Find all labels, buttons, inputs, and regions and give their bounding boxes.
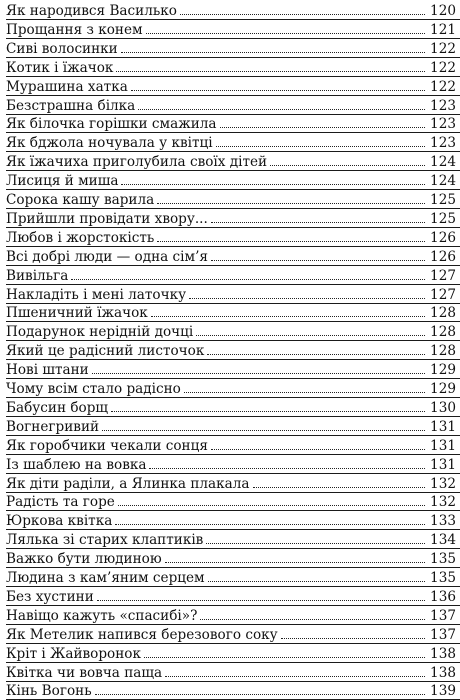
toc-entry-title: Накладіть і мені латочку (6, 286, 187, 303)
dot-leader (281, 637, 425, 639)
toc-entry-page-number: 128 (430, 305, 456, 322)
dot-leader (211, 221, 425, 223)
toc-entry-page-number: 131 (430, 456, 456, 473)
dot-leader (211, 448, 425, 450)
toc-entry-page-number: 125 (430, 192, 456, 208)
toc-entry-title: Як народився Василько (6, 3, 177, 19)
toc-entry (6, 455, 460, 474)
dot-leader (95, 693, 425, 695)
toc-entry (6, 96, 460, 115)
toc-entry-page-number: 126 (430, 229, 456, 246)
toc-entry-page-number: 123 (430, 135, 456, 152)
toc-entry (6, 549, 460, 568)
toc-entry-page-number: 120 (430, 3, 456, 19)
toc-entry-title: Прийшли провідати хвору... (6, 210, 208, 227)
toc-entry-title: Із шаблею на вовка (6, 456, 147, 473)
toc-entry-title: Квітка чи вовча паща (6, 664, 163, 681)
toc-entry (6, 360, 460, 379)
toc-entry-title: Як діти раділи, а Ялинка плакала (6, 475, 250, 492)
dot-leader (165, 561, 425, 563)
toc-entry-title: Кінь Вогонь (6, 683, 92, 700)
toc-entry-page-number: 131 (430, 418, 456, 435)
toc-entry (6, 530, 460, 549)
toc-entry-title: Любов і жорстокість (6, 229, 155, 246)
toc-entry (6, 417, 460, 436)
toc-entry-title: Сиві волосинки (6, 40, 118, 57)
toc-entry-page-number: 124 (430, 154, 456, 171)
toc-entry-title: Як горобчики чекали сонця (6, 437, 208, 454)
toc-entry-title: Нові штани (6, 362, 89, 379)
toc-entry (6, 379, 460, 398)
dot-leader (270, 164, 425, 166)
toc-entry-page-number: 126 (430, 248, 456, 265)
toc-entry (6, 663, 460, 682)
toc-entry-page-number: 133 (430, 513, 456, 530)
toc-entry (6, 625, 460, 644)
toc-entry (6, 209, 460, 228)
toc-entry (6, 681, 460, 700)
toc-entry-title: Який це радісний листочок (6, 343, 205, 360)
toc-entry-title: Без хустини (6, 588, 94, 605)
dot-leader (157, 202, 425, 204)
toc-entry-title: Прощання з конем (6, 21, 143, 38)
toc-entry-title: Лялька зі старих клаптиків (6, 532, 204, 549)
toc-entry-title: Юркова квітка (6, 513, 113, 530)
toc-entry-title: Безстрашна білка (6, 97, 136, 114)
toc-entry (6, 77, 460, 96)
toc-entry-page-number: 129 (430, 381, 456, 397)
dot-leader (253, 486, 426, 488)
toc-entry-page-number: 138 (430, 645, 456, 662)
toc-entry-page-number: 132 (430, 475, 456, 492)
toc-entry-page-number: 137 (430, 626, 456, 643)
dot-leader (151, 315, 425, 317)
toc-entry-page-number: 122 (430, 59, 456, 76)
dot-leader (220, 126, 425, 128)
toc-entry (6, 436, 460, 455)
toc-entry (6, 322, 460, 341)
dot-leader (121, 183, 425, 185)
toc-entry-page-number: 127 (430, 286, 456, 303)
toc-entry-title: Важко бути людиною (6, 551, 162, 568)
toc-entry-page-number: 135 (430, 570, 456, 586)
dot-leader (111, 410, 425, 412)
dot-leader (97, 599, 425, 601)
toc-entry-page-number: 138 (430, 664, 456, 681)
dot-leader (211, 259, 425, 261)
toc-entry (6, 247, 460, 266)
toc-entry-title: Мурашина хатка (6, 78, 128, 95)
toc-entry (6, 398, 460, 417)
toc-entry (6, 492, 460, 511)
dot-leader (216, 145, 425, 147)
toc-entry (6, 644, 460, 663)
toc-entry-page-number: 131 (430, 437, 456, 454)
toc-entry-page-number: 123 (430, 97, 456, 114)
dot-leader (189, 297, 425, 299)
dot-leader (180, 13, 425, 15)
dot-leader (207, 353, 425, 355)
toc-entry (6, 266, 460, 285)
toc-entry-title: Кріт і Жайворонок (6, 645, 141, 662)
dot-leader (146, 32, 425, 34)
toc-entry-title: Як білочка горішки смажила (6, 116, 217, 133)
toc-entry-title: Чому всім стало радісно (6, 381, 181, 397)
toc-entry-page-number: 139 (430, 683, 456, 700)
dot-leader (138, 108, 425, 110)
toc-entry-page-number: 132 (430, 494, 456, 511)
toc-entry-title: Як Метелик напився березового соку (6, 626, 278, 643)
toc-entry (6, 190, 460, 209)
dot-leader (206, 542, 425, 544)
toc-entry (6, 568, 460, 587)
toc-entry (6, 228, 460, 247)
toc-entry-title: Людина з кам’яним серцем (6, 570, 205, 586)
toc-entry-title: Як бджола ночувала у квітці (6, 135, 213, 152)
toc-entry-page-number: 122 (430, 78, 456, 95)
toc-entry-title: Подарунок нерідній дочці (6, 324, 194, 341)
dot-leader (118, 504, 425, 506)
toc-entry-page-number: 137 (430, 607, 456, 624)
toc-entry (6, 341, 460, 360)
toc-entry-page-number: 123 (430, 116, 456, 133)
dot-leader (131, 89, 425, 91)
toc-entry-title: Навіщо кажуть «спасибі»? (6, 607, 198, 624)
dot-leader (165, 675, 425, 677)
dot-leader (115, 523, 425, 525)
toc-entry-title: Вогнегривий (6, 418, 100, 435)
toc-entry (6, 587, 460, 606)
dot-leader (116, 70, 425, 72)
dot-leader (149, 467, 425, 469)
toc-entry (6, 303, 460, 322)
toc-entry-page-number: 127 (430, 267, 456, 284)
toc-entry-title: Пшеничний їжачок (6, 305, 148, 322)
toc-entry (6, 20, 460, 39)
toc-entry (6, 114, 460, 133)
toc-entry-page-number: 134 (430, 532, 456, 549)
toc-entry (6, 58, 460, 77)
toc-entry (6, 474, 460, 493)
toc-entry (6, 133, 460, 152)
toc-entry-page-number: 121 (430, 21, 456, 38)
toc-entry (6, 606, 460, 625)
toc-entry (6, 511, 460, 530)
toc-entry (6, 1, 460, 20)
toc-entry-title: Сорока кашу варила (6, 192, 155, 208)
toc-entry-title: Радість та горе (6, 494, 115, 511)
dot-leader (102, 429, 425, 431)
dot-leader (121, 51, 425, 53)
dot-leader (157, 240, 425, 242)
toc-entry-page-number: 130 (430, 399, 456, 416)
toc-entry-page-number: 135 (430, 551, 456, 568)
toc-entry-page-number: 124 (430, 173, 456, 190)
toc-entry-title: Котик і їжачок (6, 59, 114, 76)
toc-entry-page-number: 128 (430, 343, 456, 360)
toc-entry-title: Як їжачиха приголубила своїх дітей (6, 154, 268, 171)
dot-leader (184, 391, 425, 393)
toc-entry-title: Всі добрі люди — одна сім’я (6, 248, 208, 265)
toc-entry-page-number: 136 (430, 588, 456, 605)
toc-entry-page-number: 128 (430, 324, 456, 341)
toc-entry (6, 285, 460, 304)
dot-leader (92, 372, 425, 374)
toc-entry-title: Бабусин борщ (6, 399, 109, 416)
toc-entry-title: Вивільга (6, 267, 69, 284)
dot-leader (71, 278, 425, 280)
toc-entry (6, 171, 460, 190)
dot-leader (208, 580, 425, 582)
dot-leader (144, 656, 425, 658)
toc-entry-page-number: 129 (430, 362, 456, 379)
dot-leader (196, 334, 425, 336)
toc-entry (6, 39, 460, 58)
toc-entry-title: Лисиця й миша (6, 173, 119, 190)
toc-entry-page-number: 122 (430, 40, 456, 57)
dot-leader (200, 618, 425, 620)
toc-entry-page-number: 125 (430, 210, 456, 227)
toc-entry (6, 152, 460, 171)
